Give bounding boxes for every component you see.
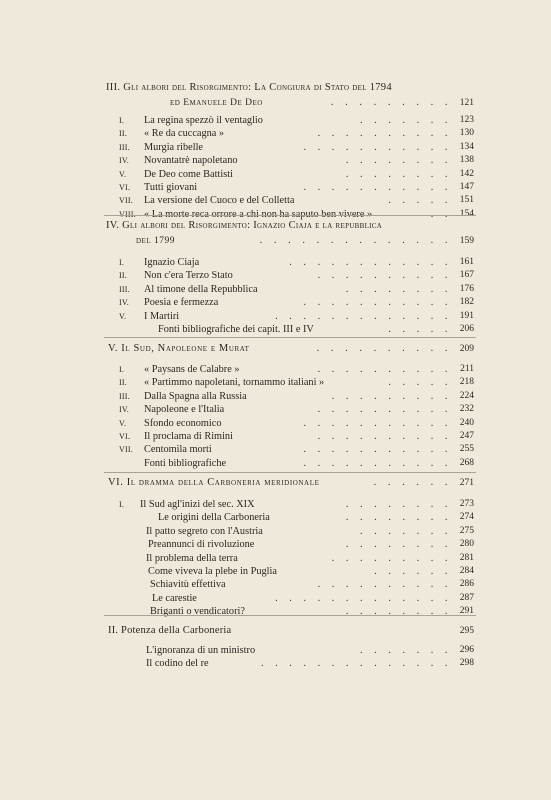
toc-section-iii [106,81,478,221]
entry-title: Le carestie [152,592,197,604]
entry-page-number: 176 [459,283,474,294]
toc-entry [106,181,478,194]
entry-title: De Deo come Battisti [144,168,233,180]
toc-entry [106,256,478,269]
chapter-number: V. [119,418,127,428]
entry-page-number: 298 [459,658,474,669]
entry-page-number: 218 [459,377,474,388]
entry-page-number: 138 [459,155,474,166]
section-title [106,342,478,356]
toc-section-ii [106,624,478,671]
entry-title: Napoleone e l'Italia [144,404,225,416]
entry-title: Il Sud agl'inizi del sec. XIX [140,499,255,510]
section-page-number: 209 [459,344,474,354]
entry-page-number: 275 [459,525,474,536]
leader-dots: . . . . . . [373,477,452,488]
leader-dots: . . . . . . . . . . [317,430,452,442]
toc-entry [106,538,478,551]
chapter-number: IV. [119,156,130,166]
section-divider [104,215,476,216]
chapter-number: VII. [119,445,133,455]
chapter-number: IV. [119,405,130,415]
entry-title: Sfondo economico [144,417,222,429]
leader-dots: . . . . . [388,323,452,335]
toc-entry [106,310,478,323]
entry-page-number: 154 [459,208,474,219]
leader-dots: . . . . . . . . . . . . . [275,310,452,322]
toc-entry [106,457,478,470]
entry-title: Il proclama di Rimini [144,430,233,442]
toc-entry [106,644,478,657]
toc-entry [106,525,478,538]
section-page-number: 271 [459,478,474,488]
toc-entry [106,194,478,207]
toc-entry [106,511,478,524]
leader-dots: . . . . . . . . [345,512,452,524]
toc-entry [106,443,478,456]
leader-dots: . . . . . . . . . [331,390,452,402]
toc-entry [106,403,478,416]
leader-dots: . . . . . . . [360,645,452,656]
toc-entry [106,430,478,443]
entry-title: Al timone della Repubblica [144,283,258,295]
section-title-continued [106,96,478,110]
leader-dots: . . . . . . . . . . . . [289,257,452,268]
toc-section-iv [106,219,478,336]
section-title [106,624,478,638]
leader-dots: . . . . . . . . . . . . . . [260,658,452,670]
leader-dots: . . . . . . . . [345,606,452,618]
leader-dots: . . . . . . . . . . . . . . [259,235,452,246]
chapter-number: V. [119,311,127,321]
leader-dots: . . . . . . . . . . . [303,457,452,469]
entry-page-number: 268 [459,457,474,468]
entry-title: Briganti o vendicatori? [150,606,245,618]
toc-section-v [106,342,478,470]
entry-page-number: 274 [459,512,474,523]
leader-dots: . . . . . . . . . . [317,270,452,282]
leader-dots: . . . . . . . . . . [317,404,452,416]
toc-entry [106,657,478,670]
chapter-number: II. [119,378,127,388]
chapter-number: VI. [119,182,131,192]
leader-dots: . . . . . . . . . . [316,343,452,354]
entry-page-number: 291 [459,606,474,617]
toc-entry [106,417,478,430]
chapter-number: III. [119,391,130,401]
toc-entry [106,565,478,578]
entry-title: Novantatrè napoletano [144,155,238,167]
leader-dots: . . . . . . . . [345,155,452,167]
leader-dots: . . . . . . . . [345,283,452,295]
toc-entry [106,114,478,127]
chapter-number: VI. [119,431,131,441]
section-title-text: V. Il Sud, Napoleone e Murat [108,343,250,354]
entry-title: Come viveva la plebe in Puglia [148,565,277,577]
leader-dots: . . . . . . . . . . . [303,444,452,456]
entry-title: La versione del Cuoco e del Colletta [144,195,295,207]
entry-title: I Martiri [144,310,180,322]
chapter-number: I. [119,116,125,125]
entry-page-number: 151 [459,195,474,206]
section-page-number: 295 [459,626,474,636]
entry-title: La regina spezzò il ventaglio [144,115,263,126]
section-title [106,476,478,490]
entry-title: Le origini della Carboneria [158,512,270,524]
leader-dots: . . . . . . . . . . . [303,417,452,429]
section-title-text: VI. Il dramma della Carboneria meridionale [108,477,320,488]
toc-section-vi [106,476,478,619]
toc-entry [106,363,478,376]
leader-dots: . . . . . . . . [345,499,452,510]
leader-dots: . . [430,208,452,220]
toc-entry [106,154,478,167]
toc-entry [106,592,478,605]
entry-page-number: 232 [459,404,474,415]
entry-title: « Re da cuccagna » [144,128,225,140]
leader-dots: . . . . . . . . . . . . . [275,592,452,604]
entry-title: Fonti bibliografiche [144,457,227,469]
leader-dots: . . . . . . . . . . [317,364,452,375]
entry-page-number: 273 [459,499,474,509]
entry-page-number: 147 [459,181,474,192]
toc-entry [106,283,478,296]
leader-dots: . . . . . . . . [345,539,452,551]
entry-title: Il problema della terra [146,552,238,564]
entry-page-number: 142 [459,168,474,179]
toc-entry [106,296,478,309]
entry-title: Non c'era Terzo Stato [144,270,233,282]
section-divider [104,337,476,338]
chapter-number: III. [119,284,130,294]
leader-dots: . . . . . . . . [345,168,452,180]
toc-entry [106,390,478,403]
section-divider [104,615,476,616]
entry-page-number: 134 [459,141,474,152]
entry-title: Preannunci di rivoluzione [148,539,255,551]
entry-title: Centomila morti [144,444,212,456]
toc-entry [106,376,478,389]
entry-page-number: 286 [459,579,474,590]
section-divider [104,472,476,473]
toc-entry [106,269,478,282]
entry-title: L'ignoranza di un ministro [146,645,256,656]
section-title [106,81,478,96]
chapter-number: VII. [119,196,133,206]
entry-page-number: 280 [459,539,474,550]
entry-title: Il patto segreto con l'Austria [146,525,263,537]
entry-page-number: 247 [459,430,474,441]
entry-page-number: 284 [459,565,474,576]
toc-entry [106,498,478,511]
entry-title: Il codino del re [146,658,209,670]
entry-page-number: 211 [460,364,474,374]
chapter-number: I. [119,258,125,267]
entry-page-number: 191 [459,310,474,321]
section-title [106,219,478,234]
toc-entry [106,141,478,154]
toc-entry [106,578,478,591]
entry-title: Murgia ribelle [144,141,204,153]
entry-page-number: 130 [459,128,474,139]
toc-entry [106,127,478,140]
entry-title: Tutti giovani [144,181,198,193]
toc-entry [106,168,478,181]
toc-entry [106,323,478,336]
section-title-text: IV. Gli albori del Risorgimento: Ignazio Ciaja e la repubblica [106,220,383,231]
entry-page-number: 240 [459,417,474,428]
leader-dots: . . . . . [388,377,452,389]
chapter-number: IV. [119,298,130,308]
entry-page-number: 123 [459,115,474,125]
entry-title: « Paysans de Calabre » [144,364,240,375]
leader-dots: . . . . . . . . . . . [303,141,452,153]
chapter-number: VIII. [119,209,136,219]
section-title-text-2: ed Emanuele De Deo [170,98,263,108]
entry-page-number: 255 [459,444,474,455]
leader-dots: . . . . . . [374,565,452,577]
entry-page-number: 281 [459,552,474,563]
chapter-number: II. [119,129,127,139]
chapter-number: III. [119,142,130,152]
entry-title: Poesia e fermezza [144,297,219,309]
section-title-continued [106,234,478,248]
leader-dots: . . . . . . . . . [331,552,452,564]
section-title-text-2: del 1799 [136,236,175,246]
leader-dots: . . . . . . . . . [330,97,452,108]
entry-page-number: 287 [459,592,474,603]
chapter-number: I. [119,500,125,509]
entry-title: « La morte reca orrore a chi non ha saputo ben vivere » [144,208,373,220]
entry-page-number: 167 [459,270,474,281]
leader-dots: . . . . . . . . . . . [303,297,452,309]
leader-dots: . . . . . . . . . . . [303,181,452,193]
entry-title: Ignazio Ciaja [144,257,200,268]
entry-title: « Partimmo napoletani, tornammo italiani » [144,377,325,389]
entry-title: Schiavitù effettiva [150,579,226,591]
entry-page-number: 224 [459,390,474,401]
section-page-number: 159 [459,236,474,246]
section-title-text: II. Potenza della Carboneria [108,625,232,636]
entry-page-number: 206 [459,323,474,334]
toc-entry [106,552,478,565]
leader-dots: . . . . . . . [360,115,452,126]
leader-dots: . . . . . . . . . . [317,579,452,591]
section-title-text: III. Gli albori del Risorgimento: La Congiura di Stato del 1794 [106,82,392,93]
chapter-number: V. [119,169,127,179]
entry-title: Dalla Spagna alla Russia [144,390,247,402]
entry-page-number: 296 [459,645,474,655]
entry-title: Fonti bibliografiche dei capit. III e IV [158,323,314,335]
chapter-number: I. [119,365,125,374]
section-page-number: 121 [459,98,474,108]
entry-page-number: 161 [459,257,474,267]
leader-dots: . . . . . . . [360,525,452,537]
toc-entry [106,605,478,618]
leader-dots: . . . . . . . . . . [317,128,452,140]
entry-page-number: 182 [459,297,474,308]
chapter-number: II. [119,271,127,281]
leader-dots: . . . . . [388,195,452,207]
